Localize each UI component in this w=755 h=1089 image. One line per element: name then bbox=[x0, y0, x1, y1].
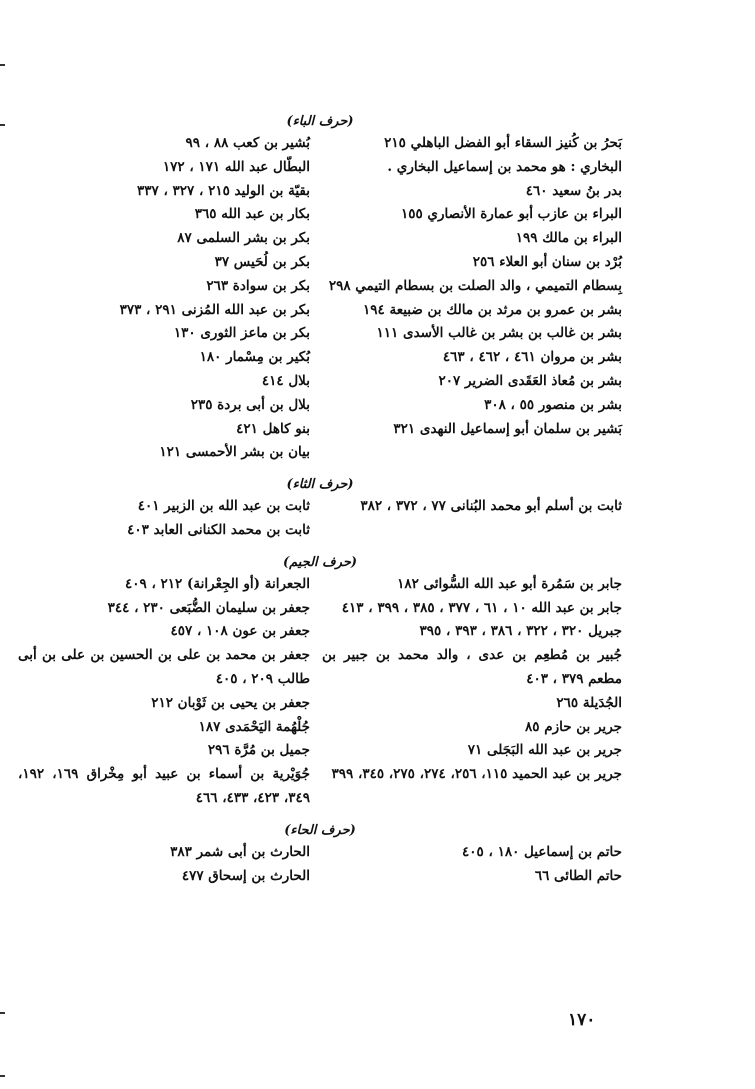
index-entry: بلال بن أبى بردة ٢٣٥ bbox=[190, 396, 310, 413]
index-entry: ثابت بن أسلم أبو محمد البُنانى ٧٧ ، ٣٧٢ ، ٣٨٢ bbox=[360, 498, 622, 515]
right-column bbox=[322, 573, 622, 811]
index-section bbox=[18, 475, 622, 543]
section-heading: (حرف الجيم) bbox=[282, 554, 358, 570]
right-column bbox=[322, 495, 622, 543]
index-section bbox=[18, 821, 622, 889]
index-entry: حاتم الطائى ٦٦ bbox=[534, 867, 622, 884]
index-entry: حاتم بن إسماعيل ١٨٠ ، ٤٠٥ bbox=[462, 843, 622, 860]
index-entry: البخاري : هو محمد بن إسماعيل البخاري . bbox=[387, 158, 622, 175]
entry-columns bbox=[18, 841, 622, 889]
index-entry: جعفر بن عون ١٠٨ ، ٤٥٧ bbox=[170, 623, 310, 640]
index-entry: جميل بن مُرَّة ٢٩٦ bbox=[207, 742, 310, 759]
entry-columns bbox=[18, 132, 622, 465]
index-entry: بكر بن عبد الله المُزنى ٢٩١ ، ٣٧٣ bbox=[119, 301, 310, 318]
index-entry: جرير بن حازم ٨٥ bbox=[525, 718, 622, 735]
index-section bbox=[18, 112, 622, 465]
index-page bbox=[18, 112, 622, 898]
index-entry: جُلْهُمة اليَحْمَدى ١٨٧ bbox=[198, 718, 310, 735]
index-entry: بشر بن غالب بن بشر بن غالب الأسدى ١١١ bbox=[376, 325, 622, 342]
index-entry: بشر بن مُعاذ العَقَدى الضرير ٢٠٧ bbox=[438, 372, 622, 389]
index-entry: جابر بن عبد الله ١٠ ، ٦١ ، ٣٧٧ ، ٣٨٥ ، ٣٩٩ ، ٤١٣ bbox=[341, 599, 622, 616]
index-entry: جرير بن عبد الحميد ١١٥، ٢٥٦، ٢٧٤، ٢٧٥، ٣٤٥، ٣٩٩ bbox=[331, 766, 622, 783]
index-entry: بنو كاهل ٤٢١ bbox=[236, 420, 310, 437]
page-number: ١٧٠ bbox=[568, 1010, 596, 1030]
index-entry: بكار بن عبد الله ٣٦٥ bbox=[194, 206, 310, 223]
index-entry: بشر بن منصور ٥٥ ، ٣٠٨ bbox=[484, 396, 622, 413]
index-section bbox=[18, 553, 622, 811]
index-entry: جرير بن عبد الله البَجَلى ٧١ bbox=[467, 742, 622, 759]
section-heading: (حرف الباء) bbox=[286, 114, 354, 129]
index-entry: جعفر بن يحيى بن ثَوْبان ٢١٢ bbox=[151, 694, 310, 711]
index-entry: بكر بن ماعز الثورى ١٣٠ bbox=[173, 325, 310, 342]
section-heading: (حرف الحاء) bbox=[284, 822, 356, 838]
scan-edge-mark bbox=[0, 1075, 5, 1077]
index-entry: بشر بن مروان ٤٦١ ، ٤٦٢ ، ٤٦٣ bbox=[442, 349, 622, 366]
index-entry: بكر بن سوادة ٢٦٣ bbox=[206, 277, 310, 294]
index-entry: الحارث بن أبى شمر ٣٨٣ bbox=[170, 843, 310, 860]
index-entry: بُرْد بن سنان أبو العلاء ٢٥٦ bbox=[472, 253, 622, 270]
index-entry: جعفر بن سليمان الضُّبَعى ٢٣٠ ، ٣٤٤ bbox=[107, 599, 310, 616]
left-column bbox=[18, 573, 310, 811]
index-entry: بقيّة بن الوليد ٢١٥ ، ٣٢٧ ، ٣٣٧ bbox=[137, 182, 310, 199]
index-entry: بيان بن بشر الأحمسى ١٢١ bbox=[159, 444, 310, 461]
index-entry: بدر بنُ سعيد ٤٦٠ bbox=[525, 182, 622, 199]
index-entry: ثابت بن محمد الكنانى العابد ٤٠٣ bbox=[127, 521, 310, 538]
section-heading: (حرف الثاء) bbox=[286, 477, 354, 493]
index-entry: بُكير بن مِسْمار ١٨٠ bbox=[199, 349, 310, 366]
index-entry: جبريل ٣٢٠ ، ٣٢٢ ، ٣٨٦ ، ٣٩٣ ، ٣٩٥ bbox=[419, 623, 622, 640]
index-entry: البطّال عبد الله ١٧١ ، ١٧٢ bbox=[162, 158, 310, 175]
index-entry: بكر بن بشر السلمى ٨٧ bbox=[177, 230, 310, 247]
left-column bbox=[18, 132, 310, 465]
index-entry: بِسطام التميمي ، والد الصلت بن بسطام التيمي ٢٩٨ bbox=[328, 277, 622, 294]
index-entry: بَحرُ بن كُنيز السقاء أبو الفضل الباهلي ٢١٥ bbox=[384, 135, 622, 151]
index-entry: بُشير بن كعب ٨٨ ، ٩٩ bbox=[185, 135, 310, 151]
index-entry: جُوَيْرية بن أسماء بن عبيد أبو مِخْراق ١٦٩، ١٩٢، ٣٤٩، ٤٢٣، ٤٣٣، ٤٦٦ bbox=[18, 766, 310, 806]
right-column bbox=[322, 841, 622, 889]
index-entry: الجُدَيلة ٢٦٥ bbox=[556, 694, 622, 711]
scan-edge-mark bbox=[0, 1012, 5, 1014]
index-entry: بكر بن لُحَيس ٣٧ bbox=[214, 253, 310, 270]
index-entry: جابر بن سَمُرة أبو عبد الله السُّوائى ١٨٢ bbox=[397, 575, 622, 592]
index-entry: الحارث بن إسحاق ٤٧٧ bbox=[181, 867, 310, 884]
index-entry: جعفر بن محمد بن على بن الحسين بن على بن أبى طالب ٢٠٩ ، ٤٠٥ bbox=[18, 647, 310, 687]
index-entry: بلال ٤١٤ bbox=[261, 372, 310, 389]
index-entry: بَشير بن سلمان أبو إسماعيل النهدى ٣٢١ bbox=[393, 420, 622, 437]
index-entry: جُبير بن مُطعِم بن عدى ، والد محمد بن جبير بن مطعم ٣٧٩ ، ٤٠٣ bbox=[322, 647, 622, 687]
left-column bbox=[18, 495, 310, 543]
left-column bbox=[18, 841, 310, 889]
index-entry: بشر بن عمرو بن مرثد بن مالك بن ضبيعة ١٩٤ bbox=[363, 301, 622, 318]
scan-edge-mark bbox=[0, 64, 5, 66]
index-entry: البراء بن عازب أبو عمارة الأنصاري ١٥٥ bbox=[400, 206, 622, 223]
entry-columns bbox=[18, 495, 622, 543]
scan-edge-mark bbox=[0, 124, 5, 126]
index-entry: البراء بن مالك ١٩٩ bbox=[515, 230, 622, 247]
right-column bbox=[322, 132, 622, 465]
index-entry: ثابت بن عبد الله بن الزبير ٤٠١ bbox=[137, 498, 310, 515]
index-entry: الجعرانة (أو الجِعْرانة) ٢١٢ ، ٤٠٩ bbox=[124, 575, 310, 592]
entry-columns bbox=[18, 573, 622, 811]
